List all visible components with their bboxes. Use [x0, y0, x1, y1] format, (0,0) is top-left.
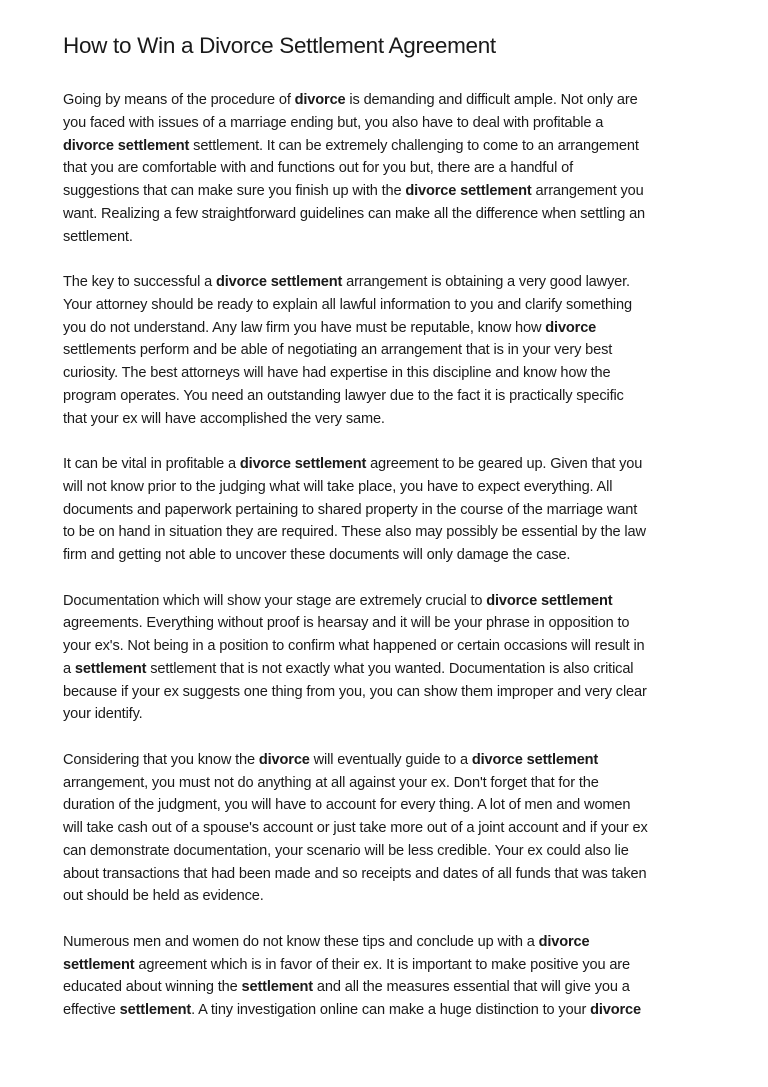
text-segment: arrangement you — [531, 183, 644, 199]
text-line — [63, 931, 648, 954]
text-segment: agreements. Everything without proof is hearsay and it will be your phrase in opposition to — [63, 615, 630, 632]
text-segment: . A tiny investigation online can make a huge distinction to your — [191, 1002, 591, 1018]
text-segment: documents and paperwork pertaining to shared property in the course of the marriage want — [63, 501, 638, 518]
text-segment: can demonstrate documentation, your scenario will be less credible. Your ex could also lie — [63, 842, 629, 859]
text-line — [63, 362, 648, 385]
text-segment: to be on hand in situation they are required. These also may possibly be essential by the law — [63, 524, 646, 541]
text-segment: out should be held as evidence. — [63, 888, 264, 905]
bold-keyword: divorce settlement — [239, 456, 367, 472]
text-segment: Numerous men and women do not know these tips and conclude up with a — [63, 933, 539, 950]
text-line — [63, 521, 648, 544]
text-line — [63, 817, 648, 840]
text-segment: will take cash out of a spouse's account or just take more out of a joint account and if your ex — [63, 820, 648, 836]
text-segment: arrangement is obtaining a very good lawyer. — [342, 274, 630, 290]
text-line — [63, 112, 648, 135]
bold-keyword: divorce — [258, 751, 310, 768]
text-segment: agreement which is in favor of their ex. It is important to make positive you are — [134, 956, 630, 973]
bold-keyword: divorce — [538, 933, 590, 950]
text-line — [63, 772, 648, 795]
text-line — [63, 157, 648, 180]
text-segment: you do not understand. Any law firm you have must be reputable, know how — [63, 319, 546, 336]
text-segment: program operates. You need an outstanding lawyer due to the fact it is practically specific — [63, 387, 624, 404]
text-segment: will not know prior to the judging what will take place, you have to expect everything. All — [63, 478, 613, 495]
bold-keyword: divorce settlement — [215, 274, 343, 290]
bold-keyword: divorce — [294, 92, 346, 108]
bold-keyword: divorce settlement — [63, 137, 190, 154]
text-line — [63, 499, 648, 522]
text-segment: settlement. — [63, 228, 133, 245]
text-line — [63, 408, 648, 431]
text-segment: settlement that is not exactly what you wanted. Documentation is also critical — [146, 660, 634, 677]
text-segment: Your attorney should be ready to explain all lawful information to you and clarify something — [63, 296, 632, 313]
paragraph — [63, 749, 648, 908]
text-line — [63, 863, 648, 886]
text-line — [63, 885, 648, 908]
paragraph — [63, 271, 648, 430]
text-line — [63, 681, 648, 704]
text-line — [63, 226, 648, 249]
text-segment: a — [63, 660, 75, 677]
paragraph — [63, 931, 648, 1022]
text-segment: arrangement, you must not do anything at all against your ex. Don't forget that for the — [63, 774, 599, 791]
document-title: How to Win a Divorce Settlement Agreement — [63, 33, 496, 58]
text-segment: Going by means of the procedure of — [63, 92, 295, 108]
bold-keyword: settlement — [119, 1002, 192, 1018]
text-segment: educated about winning the — [63, 979, 242, 996]
text-line — [63, 544, 648, 567]
text-line — [63, 999, 648, 1022]
text-line — [63, 794, 648, 817]
text-segment: effective — [63, 1002, 120, 1018]
text-segment: you faced with issues of a marriage ending but, you also have to deal with profitable a — [63, 114, 604, 131]
document-body — [63, 89, 648, 1045]
text-line — [63, 976, 648, 999]
text-line — [63, 840, 648, 863]
text-segment: settlements perform and be able of negotiating an arrangement that is in your very best — [63, 342, 613, 359]
text-line — [63, 658, 648, 681]
text-line — [63, 476, 648, 499]
text-segment: that your ex will have accomplished the very same. — [63, 410, 385, 427]
text-line — [63, 271, 648, 294]
text-segment: Considering that you know the — [63, 751, 259, 768]
paragraph — [63, 453, 648, 567]
text-line — [63, 339, 648, 362]
text-segment: firm and getting not able to uncover these documents will only damage the case. — [63, 547, 571, 563]
text-segment: and all the measures essential that will give you a — [313, 979, 630, 996]
bold-keyword: divorce — [545, 319, 597, 336]
text-segment: settlement. It can be extremely challenging to come to an arrangement — [189, 137, 639, 154]
bold-keyword: divorce settlement — [471, 751, 599, 768]
text-line — [63, 89, 648, 112]
text-segment: about transactions that had been made and so receipts and dates of all funds that was taken — [63, 865, 647, 882]
text-segment: The key to successful a — [63, 274, 216, 290]
text-line — [63, 612, 648, 635]
text-line — [63, 635, 648, 658]
text-line — [63, 385, 648, 408]
text-segment: is demanding and difficult ample. Not only are — [345, 92, 638, 108]
text-line — [63, 590, 648, 613]
text-line — [63, 294, 648, 317]
paragraph — [63, 89, 648, 248]
text-segment: It can be vital in profitable a — [63, 456, 240, 472]
text-segment: suggestions that can make sure you finish up with the — [63, 183, 406, 199]
text-line — [63, 703, 648, 726]
text-segment: curiosity. The best attorneys will have had expertise in this discipline and know how the — [63, 365, 611, 381]
bold-keyword: settlement — [74, 660, 147, 677]
text-segment: your identify. — [63, 706, 143, 723]
text-line — [63, 453, 648, 476]
text-segment: duration of the judgment, you will have to account for every thing. A lot of men and women — [63, 797, 631, 814]
bold-keyword: divorce settlement — [405, 183, 532, 199]
text-line — [63, 203, 648, 226]
text-line — [63, 180, 648, 203]
bold-keyword: settlement — [63, 956, 135, 973]
text-line — [63, 954, 648, 977]
text-segment: Documentation which will show your stage are extremely crucial to — [63, 592, 487, 609]
bold-keyword: divorce settlement — [486, 592, 613, 609]
text-line — [63, 135, 648, 158]
text-segment: will eventually guide to a — [309, 751, 472, 768]
bold-keyword: settlement — [241, 979, 314, 996]
text-segment: want. Realizing a few straightforward guidelines can make all the difference when settling an — [63, 205, 646, 222]
bold-keyword: divorce — [590, 1002, 641, 1018]
paragraph — [63, 590, 648, 727]
text-segment: because if your ex suggests one thing from you, you can show them improper and very clear — [63, 683, 647, 700]
text-segment: your ex's. Not being in a position to confirm what happened or certain occasions will result in — [63, 638, 645, 654]
text-segment: that you are comfortable with and functions out for you but, there are a handful of — [63, 160, 574, 177]
text-line — [63, 749, 648, 772]
text-segment: agreement to be geared up. Given that you — [366, 456, 643, 472]
text-line — [63, 317, 648, 340]
